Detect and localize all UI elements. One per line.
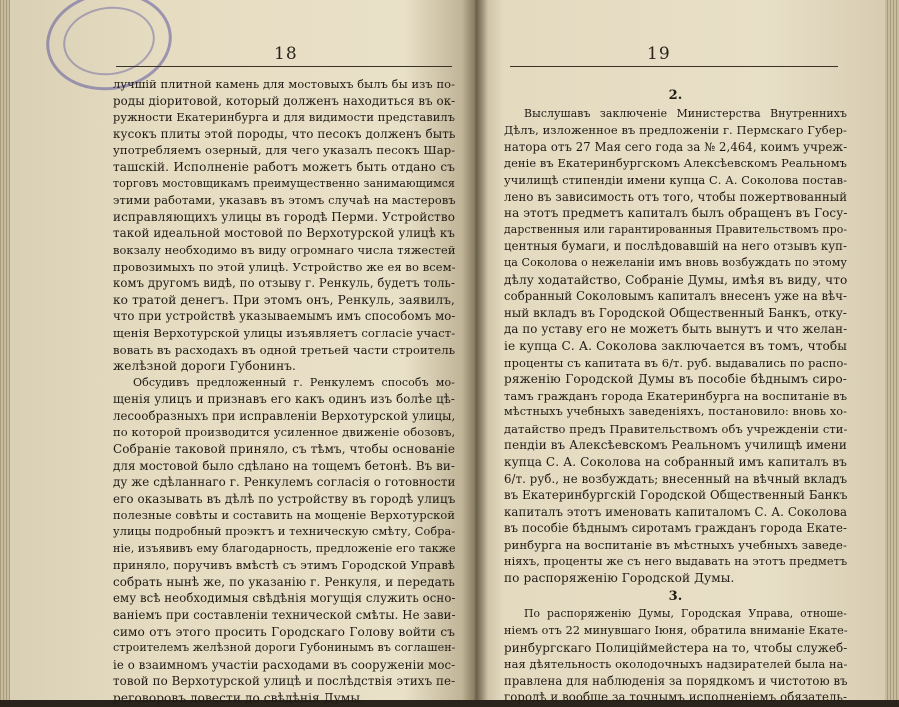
text-line: ная дѣятельность околодочныхъ надзирателей была на-: [504, 657, 848, 672]
text-line: щенiя улицъ и признавъ его какъ одинъ изъ болѣе цѣ-: [113, 392, 455, 407]
section-number: 2.: [668, 88, 683, 103]
text-line: тамъ гражданъ города Екатеринбурга на воспитанiе въ: [504, 388, 848, 403]
text-line: училищѣ стипендiи имени купца С. А. Соколова постав-: [504, 172, 847, 187]
text-line: по которой производится усиленное движенiе обозовъ,: [113, 425, 456, 440]
text-line: пендiи въ Алексѣевскомъ Реальномъ училищѣ имени: [504, 438, 847, 453]
text-line: ду же сдѣланнаго г. Ренкулемъ согласiя о готовности: [113, 475, 456, 490]
text-line: симо отъ этого просить Городскаго Голову войти съ: [113, 624, 455, 639]
text-line: употребляемъ озерный, для чего указалъ песокъ Шар-: [113, 143, 456, 158]
text-line: датайство предъ Правительствомъ объ учрежденiи сти-: [504, 421, 848, 436]
text-line: капиталъ этотъ именовать капиталомъ С. А. Соколова: [504, 504, 848, 519]
text-line: iе о взаимномъ участiи расходами въ сооруженiи мос-: [113, 657, 456, 672]
right-page-body: [504, 86, 847, 706]
text-line: щенiя Верхотурской улицы изъявляетъ согласiе участ-: [113, 325, 456, 340]
text-line: ца Соколова о нежеланiи имъ вновь возбуждать по этому: [504, 255, 848, 269]
text-line: правлена для наблюденiя за порядкомъ и чистотою въ: [504, 673, 848, 688]
text-line: кусокъ плиты этой породы, что песокъ долженъ быть: [113, 126, 456, 141]
text-line: по распоряженiю Городской Думы.: [504, 571, 735, 586]
page-edges-right: [885, 0, 899, 700]
text-line: вокзалу необходимо въ виду огромнаго числа тяжестей: [113, 242, 456, 257]
text-line: нiе, изъявивъ ему благодарность, предложенiе его также: [113, 541, 456, 555]
text-line: полезные совѣты и составить на мощенiе Верхотурской: [113, 508, 455, 523]
text-line: купца С. А. Соколова на собранный имъ капиталъ въ: [504, 455, 847, 470]
page-number-left: 18: [274, 44, 298, 64]
text-line: такой идеальной мостовой по Верхотурской улицѣ къ: [113, 226, 455, 241]
text-line: центныя бумаги, и послѣдовавшiй на него отзывъ куп-: [504, 239, 848, 254]
text-line: на этотъ предметъ капиталъ былъ обращенъ въ Госу-: [504, 206, 848, 221]
text-line: строителемъ желѣзной дороги Губонинымъ въ соглашен-: [113, 641, 456, 655]
header-rule-left: [116, 66, 452, 67]
text-line: ринбурга на воспитанiе въ мѣстныхъ учебныхъ заведе-: [504, 538, 847, 553]
text-line: товой по Верхотурской улицѣ и послѣдствiя этихъ пе-: [113, 674, 456, 689]
text-line: ный вкладъ въ Городской Общественный Банкъ, отку-: [504, 305, 847, 320]
text-line: торговъ мостовщикамъ преимущественно занимающимся: [113, 176, 455, 190]
text-line: Дѣлъ, изложенное въ предложенiи г. Пермскаго Губер-: [504, 123, 847, 138]
text-line: желѣзной дороги Губонинъ.: [113, 359, 296, 374]
text-line: для мостовой было сдѣлано на тощемъ бетонѣ. Въ ви-: [113, 458, 455, 473]
text-line: реговоровъ довести до свѣдѣнiя Думы.: [113, 690, 365, 705]
text-line: натора отъ 27 Мая сего года за № 2,464, коимъ учреж-: [504, 139, 848, 154]
text-line: собранный Соколовымъ капиталъ внесенъ уже на вѣч-: [504, 289, 848, 304]
text-line: дарственныя или гарантированныя Правительствомъ про-: [504, 222, 848, 236]
text-line: этими работами, указавъ въ этомъ случаѣ на мастеровъ: [113, 193, 456, 208]
text-line: провозимыхъ по этой улицѣ. Устройство же ея во всем-: [113, 259, 456, 274]
text-line: ванiемъ при составленiи технической смѣты. Не зави-: [113, 608, 456, 622]
right-page: [482, 0, 899, 705]
text-line: ряженiю Городской Думы въ пособiе бѣднымъ сиро-: [504, 372, 847, 387]
text-line: ко тратой денегъ. При этомъ онъ, Ренкуль, заявилъ,: [113, 292, 455, 307]
text-line: ташскiй. Исполненiе работъ можетъ быть отдано съ: [113, 159, 455, 174]
text-line: что при устройствѣ указываемымъ имъ способомъ мо-: [113, 309, 456, 324]
text-line: лучшiй плитной камень для мостовыхъ былъ бы изъ по-: [113, 77, 456, 91]
text-line: дѣлу ходатайство, Собранiе Думы, имѣя въ виду, что: [504, 272, 848, 287]
text-line: Выслушавъ заключенiе Министерства Внутреннихъ: [524, 106, 847, 120]
text-line: ринбургскаго Полицiймейстера на то, чтобы служеб-: [504, 640, 848, 655]
text-line: его оказывать въ дѣлѣ по устройству въ городѣ улицъ: [113, 491, 456, 506]
page-number-right: 19: [647, 44, 671, 64]
text-line: iе купца С. А. Соколова заключается въ томъ, чтобы: [504, 338, 847, 353]
text-line: нiяхъ, проценты же съ него выдавать на этотъ предметъ: [504, 554, 848, 568]
text-line: приняло, поручивъ вмѣстѣ съ этимъ Городской Управѣ: [113, 558, 455, 573]
header-rule-right: [510, 66, 838, 67]
text-line: денiе въ Екатеринбургскомъ Алексѣевскомъ Реальномъ: [504, 156, 847, 171]
text-line: да по уставу его не можетъ быть вынутъ и что желан-: [504, 322, 848, 337]
text-line: вовать въ расходахъ въ одной третьей части строитель: [113, 342, 456, 357]
text-line: мѣстныхъ учебныхъ заведенiяхъ, постановило: вновь хо-: [504, 405, 848, 419]
left-page-body: [113, 76, 455, 707]
text-line: городѣ и вообще за точнымъ исполненiемъ обязатель-: [504, 690, 847, 705]
section-number: 3.: [668, 588, 683, 604]
text-line: лено въ зависимость отъ того, чтобы пожертвованный: [504, 189, 848, 204]
text-line: По распоряженiю Думы, Городская Управа, отноше-: [524, 607, 847, 621]
text-line: въ Екатеринбургскiй Городской Общественный Банкъ: [504, 488, 848, 503]
text-line: нiемъ отъ 22 минувшаго Iюня, обратила вниманiе Екате-: [504, 624, 848, 637]
text-line: улицы подробный проэктъ и техническую смѣту, Собра-: [113, 525, 456, 539]
text-line: 6/т. руб., не возбуждать; внесенный на вѣчный вкладъ: [504, 471, 848, 486]
text-line: комъ другомъ видѣ, по отзыву г. Ренкуль, будетъ толь-: [113, 276, 455, 291]
text-line: Собранiе таковой приняло, съ тѣмъ, чтобы основанiе: [113, 442, 455, 457]
text-line: лесообразныхъ при исправленiи Верхотурской улицы,: [113, 408, 456, 423]
text-line: ему всѣ необходимыя свѣдѣнiя могущiя служить осно-: [113, 591, 456, 606]
text-line: ружности Екатеринбурга и для видимости представилъ: [113, 110, 456, 125]
text-line: Обсудивъ предложенный г. Ренкулемъ способъ мо-: [133, 375, 455, 389]
text-line: въ пособiе бѣднымъ сиротамъ гражданъ города Екате-: [504, 521, 847, 536]
text-line: собрать нынѣ же, по указанiю г. Ренкуля, и передать: [113, 574, 455, 589]
text-line: роды дiоритовой, который долженъ находиться въ ок-: [113, 93, 456, 108]
text-line: исправляющихъ улицы въ городѣ Перми. Устройство: [113, 209, 456, 224]
text-line: проценты съ капитата въ 6/т. руб. выдавались по распо-: [504, 355, 848, 370]
